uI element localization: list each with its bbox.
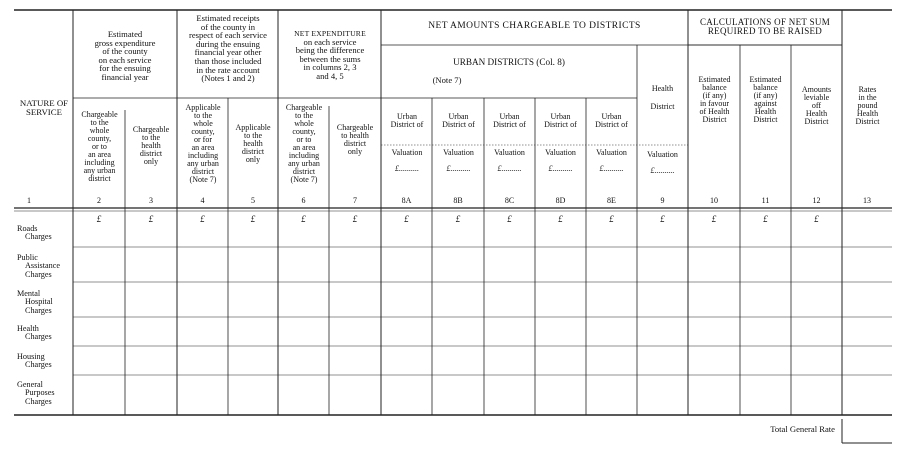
heading-line: of the county in [200, 21, 256, 32]
heading-line: including [288, 151, 320, 160]
pound-sign: £ [96, 214, 102, 224]
heading-line: whole [89, 126, 110, 135]
pound-sign: £ [507, 214, 512, 224]
column-number: 11 [761, 196, 770, 205]
heading-line: district [88, 174, 111, 183]
heading-line: health [141, 141, 161, 150]
heading-line: in the [858, 93, 877, 102]
heading-line: district [241, 147, 265, 156]
heading-line: including [187, 151, 219, 160]
total-general-rate-field[interactable] [844, 420, 890, 442]
pound-sign: £ [660, 214, 665, 224]
heading-line: (if any) [753, 91, 778, 100]
heading-line: including [84, 158, 115, 167]
heading-line: District [702, 115, 727, 124]
net-amounts-heading: NET AMOUNTS CHARGEABLE TO DISTRICTS [428, 21, 641, 31]
estimated-receipts-heading [179, 14, 277, 83]
heading-line: only [143, 157, 159, 166]
pound-sign: £ [200, 214, 205, 224]
column-number: 8A [401, 196, 412, 205]
heading-line: county, [292, 127, 316, 136]
col13-heading [843, 86, 892, 126]
col8b-heading [433, 113, 484, 173]
heading-line: Estimated receipts [196, 13, 260, 23]
column-number: 6 [301, 196, 306, 205]
heading-line: Applicable [235, 123, 271, 132]
heading-line: Estimated [749, 75, 782, 84]
pound-sign: £ [250, 214, 256, 224]
row-label-line: Housing [17, 352, 45, 361]
row-label-line: Public [17, 253, 38, 262]
col4-heading [178, 104, 228, 184]
row-label-housing [17, 353, 52, 370]
heading-line: (Note 7) [189, 175, 217, 184]
heading-line: an area [191, 143, 215, 152]
pound-sign: £ [609, 214, 614, 224]
heading-line: whole [294, 119, 314, 128]
row-label-general-purposes [17, 381, 55, 406]
calculations-heading [688, 18, 842, 36]
valuation-label: Valuation [596, 148, 627, 157]
heading-line: Chargeable [336, 123, 374, 132]
column-number: 4 [200, 196, 205, 205]
heading-line: on each service [303, 36, 357, 47]
heading-line: only [245, 155, 261, 164]
row-label-public-assistance [17, 254, 60, 279]
heading-line: or for [194, 135, 212, 144]
heading-line: against [754, 99, 777, 108]
column-number: 2 [97, 196, 101, 205]
heading-line: District of [442, 120, 475, 129]
heading-line: Estimated [698, 75, 731, 84]
heading-line: to the [90, 118, 109, 127]
column-number: 3 [149, 196, 153, 205]
row-label-line: Charges [25, 332, 52, 342]
valuation-label: Valuation [647, 150, 678, 159]
pound-sign: £ [558, 214, 563, 224]
col6-heading [279, 104, 329, 184]
heading-line: pound [857, 101, 878, 110]
heading-line: NET EXPENDITURE [294, 29, 366, 38]
urban-districts-note: (Note 7) [432, 75, 462, 85]
heading-line: Chargeable [285, 103, 323, 112]
urban-districts-heading: URBAN DISTRICTS (Col. 8) [453, 57, 565, 67]
heading-line: Health [754, 107, 777, 116]
heading-line: between the sums [299, 53, 361, 64]
heading-line: district [292, 167, 316, 176]
heading-line: an area [88, 150, 111, 159]
heading-line: being the difference [295, 45, 365, 56]
heading-line: of the county [102, 46, 148, 57]
heading-line: Estimated [107, 29, 143, 39]
pound-sign: £ [763, 214, 768, 224]
col9-heading [637, 85, 688, 175]
heading-line: any urban [187, 159, 219, 168]
valuation-amount: £.......... [395, 164, 419, 173]
heading-line: Rates [858, 85, 877, 94]
heading-line: CALCULATIONS OF NET SUM [700, 17, 830, 27]
row-label-roads [17, 225, 52, 242]
column-number: 7 [353, 196, 357, 205]
col8c-heading [484, 113, 535, 173]
heading-line: Chargeable [81, 110, 118, 119]
heading-line: balance [753, 83, 778, 92]
heading-line: than those included [194, 55, 262, 66]
heading-line: district [139, 149, 163, 158]
col12-heading [791, 86, 842, 126]
heading-line: Urban [550, 112, 571, 121]
row-label-line: Roads [17, 224, 38, 233]
pound-sign: £ [352, 214, 358, 224]
col11-heading [740, 76, 791, 124]
heading-line: any urban [288, 159, 320, 168]
heading-line: county, [87, 134, 112, 143]
heading-line: leviable [803, 93, 830, 102]
heading-line: Health [651, 84, 674, 93]
heading-line: financial year [101, 71, 149, 82]
heading-line: Amounts [801, 85, 832, 94]
heading-line: on each service [98, 54, 152, 65]
heading-line: in columns 2, 3 [303, 62, 357, 73]
valuation-amount: £.......... [497, 164, 522, 173]
heading-line: to the [244, 131, 262, 140]
heading-line: financial year other [194, 47, 262, 58]
estimated-expenditure-heading [75, 30, 175, 82]
heading-line: of Health [699, 107, 730, 116]
heading-line: Urban [499, 112, 520, 121]
col10-heading [689, 76, 740, 124]
column-number: 8C [504, 196, 515, 205]
heading-line: off [811, 101, 822, 110]
row-label-line: Charges [25, 360, 52, 370]
heading-line: district [343, 139, 367, 148]
valuation-amount: £.......... [548, 164, 573, 173]
heading-line: Urban [448, 112, 469, 121]
col2-heading [74, 111, 125, 183]
pound-sign: £ [711, 214, 717, 224]
row-label-mental-hospital [17, 290, 53, 315]
column-number: 8B [453, 196, 463, 205]
heading-line: or to [296, 135, 312, 144]
heading-line: and 4, 5 [316, 70, 344, 81]
heading-line: District [650, 102, 675, 111]
row-label-line: Purposes [25, 388, 55, 398]
row-label-line: General [17, 380, 43, 389]
heading-line: Chargeable [132, 125, 170, 134]
pound-sign: £ [301, 214, 306, 224]
heading-line: whole [193, 119, 213, 128]
heading-line: only [347, 147, 363, 156]
pound-sign: £ [455, 214, 461, 224]
heading-line: in favour [699, 99, 730, 108]
heading-line: (Notes 1 and 2) [201, 73, 255, 84]
heading-line: District [804, 117, 829, 126]
heading-line: to the [142, 133, 160, 142]
heading-line: (if any) [702, 91, 727, 100]
row-label-line: Charges [25, 232, 52, 242]
row-label-line: Health [17, 324, 39, 333]
heading-line: an area [292, 143, 316, 152]
heading-line: Health [856, 109, 879, 118]
heading-line: to health [341, 131, 369, 140]
pound-sign: £ [148, 214, 154, 224]
col8e-heading [586, 113, 637, 173]
row-label-line: Hospital [25, 297, 53, 307]
heading-line: District [855, 117, 880, 126]
valuation-label: Valuation [443, 148, 474, 157]
pound-sign: £ [404, 214, 409, 224]
heading-line: REQUIRED TO BE RAISED [707, 26, 823, 36]
column-number: 5 [251, 196, 255, 205]
heading-line: district [191, 167, 215, 176]
valuation-amount: £.......... [599, 164, 624, 173]
col5-heading [228, 124, 278, 164]
valuation-label: Valuation [545, 148, 576, 157]
heading-line: any urban [83, 166, 116, 175]
heading-line: District of [544, 120, 577, 129]
col8d-heading [535, 113, 586, 173]
heading-line: or to [92, 142, 107, 151]
total-general-rate-label: Total General Rate [770, 424, 835, 434]
column-number: 13 [863, 196, 871, 205]
column-number: 8E [607, 196, 616, 205]
valuation-label: Valuation [391, 148, 423, 157]
row-label-line: Assistance [25, 261, 61, 271]
row-label-line: Mental [17, 289, 41, 298]
heading-line: during the ensuing [196, 38, 260, 49]
valuation-amount: £.......... [650, 166, 675, 175]
heading-line: District [753, 115, 778, 124]
heading-line: District of [493, 120, 526, 129]
column-number: 1 [27, 196, 31, 205]
heading-line: (Note 7) [290, 175, 318, 184]
pound-sign: £ [814, 214, 819, 224]
column-number: 10 [710, 196, 718, 205]
heading-line: Urban [601, 112, 622, 121]
net-expenditure-heading [280, 30, 380, 81]
heading-line: to the [194, 111, 212, 120]
heading-line: health [243, 139, 263, 148]
heading-line: Health [805, 109, 828, 118]
valuation-label: Valuation [494, 148, 525, 157]
column-number: 9 [660, 196, 665, 205]
heading-line: District of [390, 120, 424, 129]
heading-line: in the rate account [196, 64, 260, 75]
column-number: 12 [812, 196, 821, 205]
row-label-line: Charges [25, 269, 52, 279]
heading-line: Applicable [185, 103, 221, 112]
heading-line: respect of each service [188, 30, 267, 41]
valuation-amount: £.......... [446, 164, 471, 173]
heading-line: District of [595, 120, 628, 129]
col3-heading [125, 126, 177, 166]
heading-line: county, [191, 127, 215, 136]
row-label-line: Charges [25, 305, 52, 315]
heading-line: gross expenditure [94, 37, 156, 48]
heading-line: balance [702, 83, 727, 92]
heading-line: Urban [397, 112, 417, 121]
row-label-health [17, 325, 52, 342]
nature-of-service-heading: NATURE OF SERVICE [19, 98, 69, 117]
column-number: 8D [555, 196, 566, 205]
heading-line: for the ensuing [99, 63, 151, 74]
col7-heading [329, 124, 381, 156]
heading-line: to the [295, 111, 313, 120]
row-label-line: Charges [25, 396, 52, 406]
col8a-heading [382, 113, 432, 173]
